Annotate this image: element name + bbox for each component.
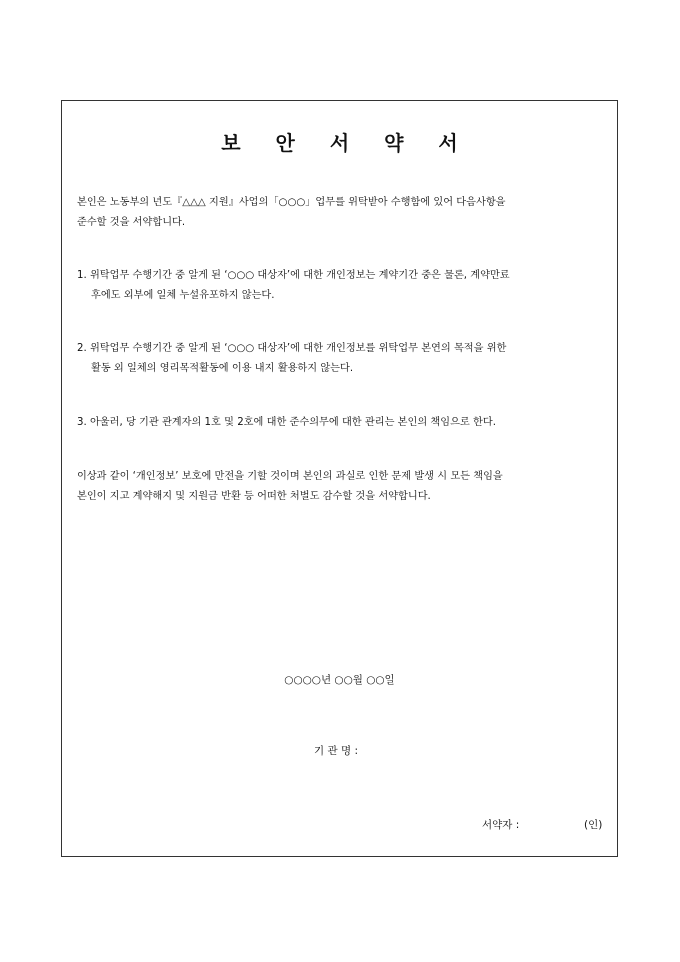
document-title: 보 안 서 약 서 bbox=[221, 131, 472, 155]
signer-label: 서약자 : bbox=[482, 819, 520, 831]
clause-3 bbox=[77, 413, 602, 433]
organization-name-label: 기 관 명 : bbox=[314, 745, 358, 757]
clause-2-line-1: 2. 위탁업무 수행기간 중 알게 된 ‘○○○ 대상자’에 대한 개인정보를 위탁업무 본연의 목적을 위한 bbox=[77, 343, 507, 354]
intro-paragraph bbox=[77, 193, 602, 233]
clause-1-line-2: 후에도 외부에 일체 누설유포하지 않는다. bbox=[91, 290, 275, 301]
intro-line-1: 본인은 노동부의 년도『△△△ 지원』사업의「○○○」업무를 위탁받아 수행함에 있어 다음사항을 bbox=[77, 197, 506, 208]
clause-1 bbox=[77, 266, 602, 306]
intro-line-2: 준수할 것을 서약합니다. bbox=[77, 217, 186, 228]
closing-paragraph bbox=[77, 467, 602, 507]
closing-line-1: 이상과 같이 ‘개인정보’ 보호에 만전을 기할 것이며 본인의 과실로 인한 문제 발생 시 모든 책임을 bbox=[77, 471, 503, 482]
document-frame bbox=[61, 100, 618, 857]
clause-2-line-2: 활동 외 일체의 영리목적활동에 이용 내지 활용하지 않는다. bbox=[91, 363, 354, 374]
closing-line-2: 본인이 지고 계약해지 및 지원금 반환 등 어떠한 처벌도 감수할 것을 서약합니다. bbox=[77, 491, 431, 502]
clause-3-line-1: 3. 아울러, 당 기관 관계자의 1호 및 2호에 대한 준수의무에 대한 관리는 본인의 책임으로 한다. bbox=[77, 417, 496, 428]
seal-mark: (인) bbox=[584, 819, 603, 831]
clause-1-line-1: 1. 위탁업무 수행기간 중 알게 된 ‘○○○ 대상자’에 대한 개인정보는 계약기간 중은 물론, 계약만료 bbox=[77, 270, 510, 281]
signing-date: ○○○○년 ○○월 ○○일 bbox=[284, 674, 395, 686]
clause-2 bbox=[77, 339, 602, 379]
